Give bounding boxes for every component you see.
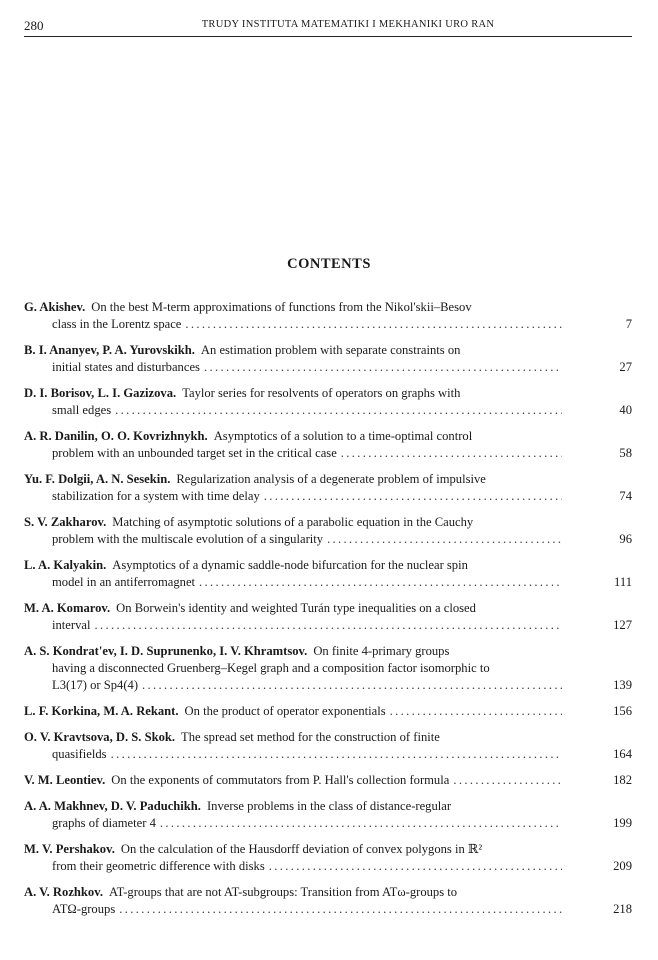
toc-entry bbox=[24, 772, 632, 789]
toc-entry-authors: O. V. Kravtsova, D. S. Skok. bbox=[24, 730, 176, 744]
toc-entry-line bbox=[24, 488, 632, 505]
toc-page-number: 164 bbox=[613, 747, 632, 761]
toc-dot-leader bbox=[119, 901, 562, 918]
toc-entry-text bbox=[24, 730, 440, 744]
toc-entry bbox=[24, 385, 632, 419]
toc-page-number: 209 bbox=[613, 859, 632, 873]
toc-page-number: 127 bbox=[613, 618, 632, 632]
toc-entry-title: On the exponents of commutators from P. Hall's collection formula bbox=[111, 773, 450, 787]
toc-entry-text bbox=[52, 661, 490, 675]
toc-entry bbox=[24, 299, 632, 333]
toc-entry-title: On the best M-term approximations of functions from the Nikol'skii–Besov bbox=[91, 300, 472, 314]
toc-entry-title: interval bbox=[52, 618, 91, 632]
toc-entry-text bbox=[52, 858, 265, 875]
toc-entry-title: Asymptotics of a solution to a time-optimal control bbox=[213, 429, 473, 443]
toc-dot-leader bbox=[199, 574, 562, 591]
toc-dot-leader bbox=[269, 858, 562, 875]
toc-entry-authors: V. M. Leontiev. bbox=[24, 773, 106, 787]
toc-entry bbox=[24, 841, 632, 875]
toc-entry-title: Asymptotics of a dynamic saddle-node bifurcation for the nuclear spin bbox=[112, 558, 468, 572]
toc-entry bbox=[24, 428, 632, 462]
toc-entry-authors: G. Akishev. bbox=[24, 300, 86, 314]
toc-page-number: 156 bbox=[613, 704, 632, 718]
toc-entry bbox=[24, 703, 632, 720]
toc-entry-text bbox=[24, 772, 449, 789]
toc-entry-authors: L. A. Kalyakin. bbox=[24, 558, 107, 572]
toc-entry bbox=[24, 471, 632, 505]
toc-dot-leader bbox=[115, 402, 562, 419]
toc-entry-title: class in the Lorentz space bbox=[52, 317, 182, 331]
toc-entry-line bbox=[24, 798, 632, 815]
toc-entry-line bbox=[24, 643, 632, 660]
toc-entry-line bbox=[24, 884, 632, 901]
toc-entry-title: On the product of operator exponentials bbox=[184, 704, 386, 718]
toc-entry-text bbox=[24, 343, 460, 357]
toc-entry-text bbox=[52, 445, 337, 462]
toc-entry bbox=[24, 729, 632, 763]
toc-entry-line bbox=[24, 428, 632, 445]
toc-entry-text bbox=[52, 617, 90, 634]
toc-entry-line bbox=[24, 557, 632, 574]
toc-entry-title: L3(17) or Sp4(4) bbox=[52, 678, 139, 692]
toc-entry-title: problem with the multiscale evolution of a singularity bbox=[52, 532, 324, 546]
toc-entry-title: An estimation problem with separate constraints on bbox=[200, 343, 461, 357]
toc-dot-leader bbox=[94, 617, 562, 634]
toc-entry-authors: A. S. Kondrat'ev, I. D. Suprunenko, I. V. Khramtsov. bbox=[24, 644, 308, 658]
toc-dot-leader bbox=[142, 677, 562, 694]
toc-entry-text bbox=[52, 677, 138, 694]
toc-entry-authors: D. I. Borisov, L. I. Gazizova. bbox=[24, 386, 177, 400]
toc-entry-title: ATΩ-groups bbox=[52, 902, 116, 916]
toc-entry-title: Regularization analysis of a degenerate problem of impulsive bbox=[176, 472, 486, 486]
toc-page-number: 74 bbox=[619, 489, 632, 503]
toc-entry-title: AT-groups that are not AT-subgroups: Transition from ATω-groups to bbox=[108, 885, 458, 899]
toc-entry-text bbox=[24, 429, 472, 443]
toc-entry-title: The spread set method for the construction of finite bbox=[181, 730, 440, 744]
toc-entry bbox=[24, 600, 632, 634]
toc-dot-leader bbox=[327, 531, 562, 548]
toc-entry-title: Inverse problems in the class of distance-regular bbox=[206, 799, 452, 813]
toc-entry-title: initial states and disturbances bbox=[52, 360, 200, 374]
toc-entry-line bbox=[24, 471, 632, 488]
toc-entry bbox=[24, 643, 632, 694]
toc-entry-authors: A. V. Rozhkov. bbox=[24, 885, 103, 899]
toc-page-number: 182 bbox=[613, 773, 632, 787]
toc-entry-line bbox=[24, 531, 632, 548]
toc-entry-line bbox=[24, 617, 632, 634]
toc-entry-line bbox=[24, 342, 632, 359]
toc-entry-title: from their geometric difference with disks bbox=[52, 859, 265, 873]
toc-entry-line bbox=[24, 600, 632, 617]
toc-entry-title: having a disconnected Gruenberg–Kegel graph and a composition factor isomorphic to bbox=[52, 661, 490, 675]
toc-entry-title: graphs of diameter 4 bbox=[52, 816, 156, 830]
toc-entry-title: model in an antiferromagnet bbox=[52, 575, 196, 589]
toc-entry-line bbox=[24, 703, 632, 720]
toc-page-number: 218 bbox=[613, 902, 632, 916]
toc-entry-line bbox=[24, 402, 632, 419]
toc-entry-line bbox=[24, 359, 632, 376]
toc-entry-authors: M. V. Pershakov. bbox=[24, 842, 115, 856]
toc-entry-text bbox=[52, 901, 115, 918]
toc-entry bbox=[24, 884, 632, 918]
toc-entry-authors: S. V. Zakharov. bbox=[24, 515, 107, 529]
toc-entry-text bbox=[52, 531, 323, 548]
toc-dot-leader bbox=[111, 746, 562, 763]
toc-entry-authors: Yu. F. Dolgii, A. N. Sesekin. bbox=[24, 472, 171, 486]
toc-entry-text bbox=[24, 601, 476, 615]
toc-entry-title: On finite 4-primary groups bbox=[313, 644, 450, 658]
toc-entry-line bbox=[24, 445, 632, 462]
toc-page-number: 40 bbox=[619, 403, 632, 417]
toc-entry-line bbox=[24, 729, 632, 746]
toc-entry bbox=[24, 514, 632, 548]
toc-page-number: 27 bbox=[619, 360, 632, 374]
toc-page-number: 58 bbox=[619, 446, 632, 460]
toc-entry bbox=[24, 342, 632, 376]
toc-entry-title: On the calculation of the Hausdorff deviation of convex polygons in ℝ² bbox=[120, 842, 483, 856]
toc-entry-text bbox=[52, 488, 260, 505]
toc-entry-text bbox=[52, 402, 111, 419]
toc-entry-text bbox=[24, 644, 449, 658]
toc-entry-line bbox=[24, 677, 632, 694]
toc-entry-title: On Borwein's identity and weighted Turán type inequalities on a closed bbox=[116, 601, 476, 615]
toc-entry-title: stabilization for a system with time delay bbox=[52, 489, 260, 503]
toc-entry-text bbox=[24, 386, 460, 400]
toc-page-number: 7 bbox=[625, 317, 632, 331]
toc-entry-title: small edges bbox=[52, 403, 112, 417]
toc-entry-text bbox=[24, 799, 451, 813]
toc-entry-text bbox=[24, 703, 386, 720]
toc-entry-authors: M. A. Komarov. bbox=[24, 601, 111, 615]
contents-title: CONTENTS bbox=[287, 256, 371, 272]
toc-entry-title: Matching of asymptotic solutions of a parabolic equation in the Cauchy bbox=[112, 515, 474, 529]
toc-page-number: 199 bbox=[613, 816, 632, 830]
toc-entry-line bbox=[24, 858, 632, 875]
toc-entry-text bbox=[24, 515, 473, 529]
toc-entry bbox=[24, 557, 632, 591]
toc-entry-authors: A. A. Makhnev, D. V. Paduchikh. bbox=[24, 799, 201, 813]
toc-entry-line bbox=[24, 901, 632, 918]
toc-entry-text bbox=[52, 359, 200, 376]
toc-dot-leader bbox=[264, 488, 562, 505]
toc-entry-text bbox=[24, 300, 472, 314]
toc-entry-line bbox=[24, 574, 632, 591]
toc-entry-authors: A. R. Danilin, O. O. Kovrizhnykh. bbox=[24, 429, 208, 443]
contents-list bbox=[24, 299, 632, 927]
toc-entry-line bbox=[24, 660, 632, 677]
toc-entry-line bbox=[24, 299, 632, 316]
toc-dot-leader bbox=[185, 316, 562, 333]
toc-entry-text bbox=[24, 472, 486, 486]
toc-entry bbox=[24, 798, 632, 832]
page-number: 280 bbox=[24, 18, 44, 33]
toc-dot-leader bbox=[160, 815, 562, 832]
toc-entry-text bbox=[52, 815, 156, 832]
page-header bbox=[24, 14, 632, 37]
toc-entry-text bbox=[52, 746, 107, 763]
journal-title: TRUDY INSTITUTA MATEMATIKI I MEKHANIKI URO RAN bbox=[201, 19, 495, 30]
toc-page-number: 111 bbox=[614, 575, 632, 589]
toc-entry-title: problem with an unbounded target set in the critical case bbox=[52, 446, 337, 460]
toc-entry-title: Taylor series for resolvents of operators on graphs with bbox=[182, 386, 461, 400]
toc-dot-leader bbox=[453, 772, 562, 789]
toc-entry-text bbox=[52, 316, 181, 333]
toc-entry-line bbox=[24, 316, 632, 333]
toc-dot-leader bbox=[341, 445, 562, 462]
toc-entry-text bbox=[24, 885, 457, 899]
toc-entry-title: quasifields bbox=[52, 747, 107, 761]
toc-entry-authors: L. F. Korkina, M. A. Rekant. bbox=[24, 704, 179, 718]
toc-entry-line bbox=[24, 385, 632, 402]
toc-entry-text bbox=[24, 558, 468, 572]
toc-dot-leader bbox=[204, 359, 562, 376]
toc-page-number: 96 bbox=[619, 532, 632, 546]
toc-entry-authors: B. I. Ananyev, P. A. Yurovskikh. bbox=[24, 343, 195, 357]
toc-dot-leader bbox=[390, 703, 562, 720]
toc-entry-text bbox=[24, 842, 482, 856]
toc-entry-line bbox=[24, 841, 632, 858]
toc-entry-line bbox=[24, 514, 632, 531]
toc-entry-line bbox=[24, 772, 632, 789]
toc-entry-line bbox=[24, 746, 632, 763]
toc-entry-text bbox=[52, 574, 195, 591]
toc-entry-line bbox=[24, 815, 632, 832]
toc-page-number: 139 bbox=[613, 678, 632, 692]
